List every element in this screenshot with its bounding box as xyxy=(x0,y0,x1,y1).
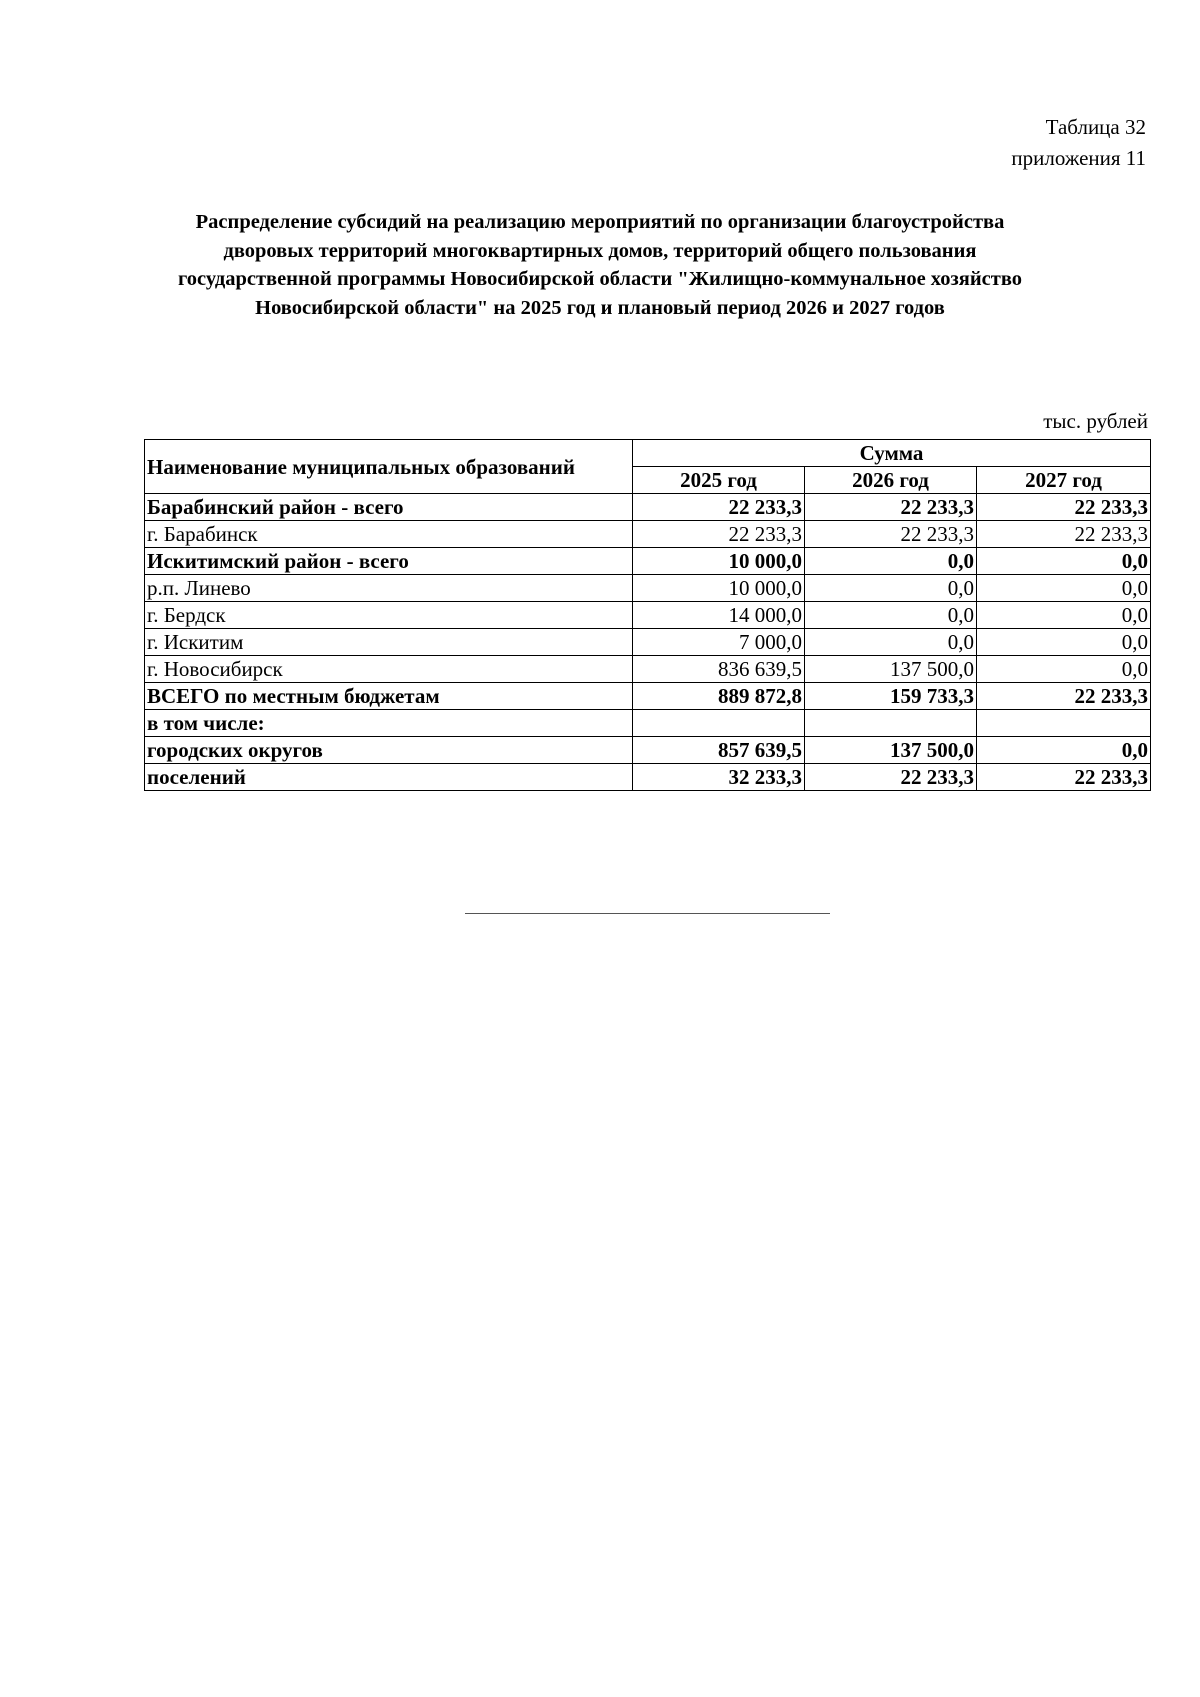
municipality-name-cell: Барабинский район - всего xyxy=(145,494,633,521)
column-header-year: 2026 год xyxy=(805,467,977,494)
table-row xyxy=(145,548,1151,575)
value-2026-cell: 22 233,3 xyxy=(805,764,977,791)
value-2027-cell: 22 233,3 xyxy=(977,494,1151,521)
value-2025-cell: 22 233,3 xyxy=(633,494,805,521)
value-2027-cell: 0,0 xyxy=(977,548,1151,575)
municipality-name-cell: г. Бердск xyxy=(145,602,633,629)
appendix-label: приложения 11 xyxy=(1011,146,1146,170)
municipality-name-cell: городских округов xyxy=(145,737,633,764)
table-row xyxy=(145,764,1151,791)
municipality-name-cell: поселений xyxy=(145,764,633,791)
value-2025-cell: 7 000,0 xyxy=(633,629,805,656)
value-2026-cell: 0,0 xyxy=(805,629,977,656)
value-2027-cell: 22 233,3 xyxy=(977,521,1151,548)
value-2026-cell: 0,0 xyxy=(805,602,977,629)
value-2025-cell: 857 639,5 xyxy=(633,737,805,764)
value-2026-cell: 0,0 xyxy=(805,575,977,602)
value-2025-cell: 32 233,3 xyxy=(633,764,805,791)
value-2025-cell: 22 233,3 xyxy=(633,521,805,548)
units-label: тыс. рублей xyxy=(1043,409,1148,433)
table-row xyxy=(145,602,1151,629)
value-2025-cell: 10 000,0 xyxy=(633,575,805,602)
value-2027-cell: 22 233,3 xyxy=(977,683,1151,710)
value-2025-cell: 889 872,8 xyxy=(633,683,805,710)
title-line: государственной программы Новосибирской области "Жилищно-коммунальное хозяйство xyxy=(177,268,1023,290)
table-body xyxy=(145,494,1151,791)
title-line: дворовых территорий многоквартирных домов, территорий общего пользования xyxy=(223,239,977,262)
title-line: Новосибирской области" на 2025 год и плановый период 2026 и 2027 годов xyxy=(255,296,945,319)
value-2025-cell: 836 639,5 xyxy=(633,656,805,683)
table-row xyxy=(145,656,1151,683)
table-row xyxy=(145,629,1151,656)
table-row xyxy=(145,575,1151,602)
column-header-name: Наименование муниципальных образований xyxy=(145,440,633,494)
value-2027-cell: 0,0 xyxy=(977,602,1151,629)
value-2026-cell: 22 233,3 xyxy=(805,521,977,548)
title-line: Распределение субсидий на реализацию мероприятий по организации благоустройства xyxy=(195,211,1005,233)
value-2026-cell: 22 233,3 xyxy=(805,494,977,521)
municipality-name-cell: Искитимский район - всего xyxy=(145,548,633,575)
value-2025-cell: 14 000,0 xyxy=(633,602,805,629)
municipality-name-cell: р.п. Линево xyxy=(145,575,633,602)
value-2025-cell: 10 000,0 xyxy=(633,548,805,575)
table-row xyxy=(145,710,1151,737)
value-2027-cell: 0,0 xyxy=(977,737,1151,764)
value-2026-cell: 137 500,0 xyxy=(805,737,977,764)
value-2027-cell xyxy=(977,710,1151,737)
value-2027-cell: 22 233,3 xyxy=(977,764,1151,791)
table-caption xyxy=(1011,112,1146,174)
municipality-name-cell: в том числе: xyxy=(145,710,633,737)
municipality-name-cell: г. Новосибирск xyxy=(145,656,633,683)
subsidy-table xyxy=(144,439,1151,791)
column-header-year: 2027 год xyxy=(977,467,1151,494)
document-title xyxy=(120,208,1080,322)
table-row xyxy=(145,521,1151,548)
value-2026-cell: 0,0 xyxy=(805,548,977,575)
municipality-name-cell: г. Барабинск xyxy=(145,521,633,548)
table-row xyxy=(145,494,1151,521)
municipality-name-cell: ВСЕГО по местным бюджетам xyxy=(145,683,633,710)
end-rule xyxy=(465,913,830,914)
table-row xyxy=(145,737,1151,764)
value-2027-cell: 0,0 xyxy=(977,629,1151,656)
value-2027-cell: 0,0 xyxy=(977,575,1151,602)
value-2026-cell: 137 500,0 xyxy=(805,656,977,683)
column-header-sum: Сумма xyxy=(633,440,1151,467)
table-number-label: Таблица 32 xyxy=(1045,115,1146,139)
value-2027-cell: 0,0 xyxy=(977,656,1151,683)
value-2025-cell xyxy=(633,710,805,737)
table-row xyxy=(145,683,1151,710)
value-2026-cell xyxy=(805,710,977,737)
value-2026-cell: 159 733,3 xyxy=(805,683,977,710)
column-header-year: 2025 год xyxy=(633,467,805,494)
municipality-name-cell: г. Искитим xyxy=(145,629,633,656)
